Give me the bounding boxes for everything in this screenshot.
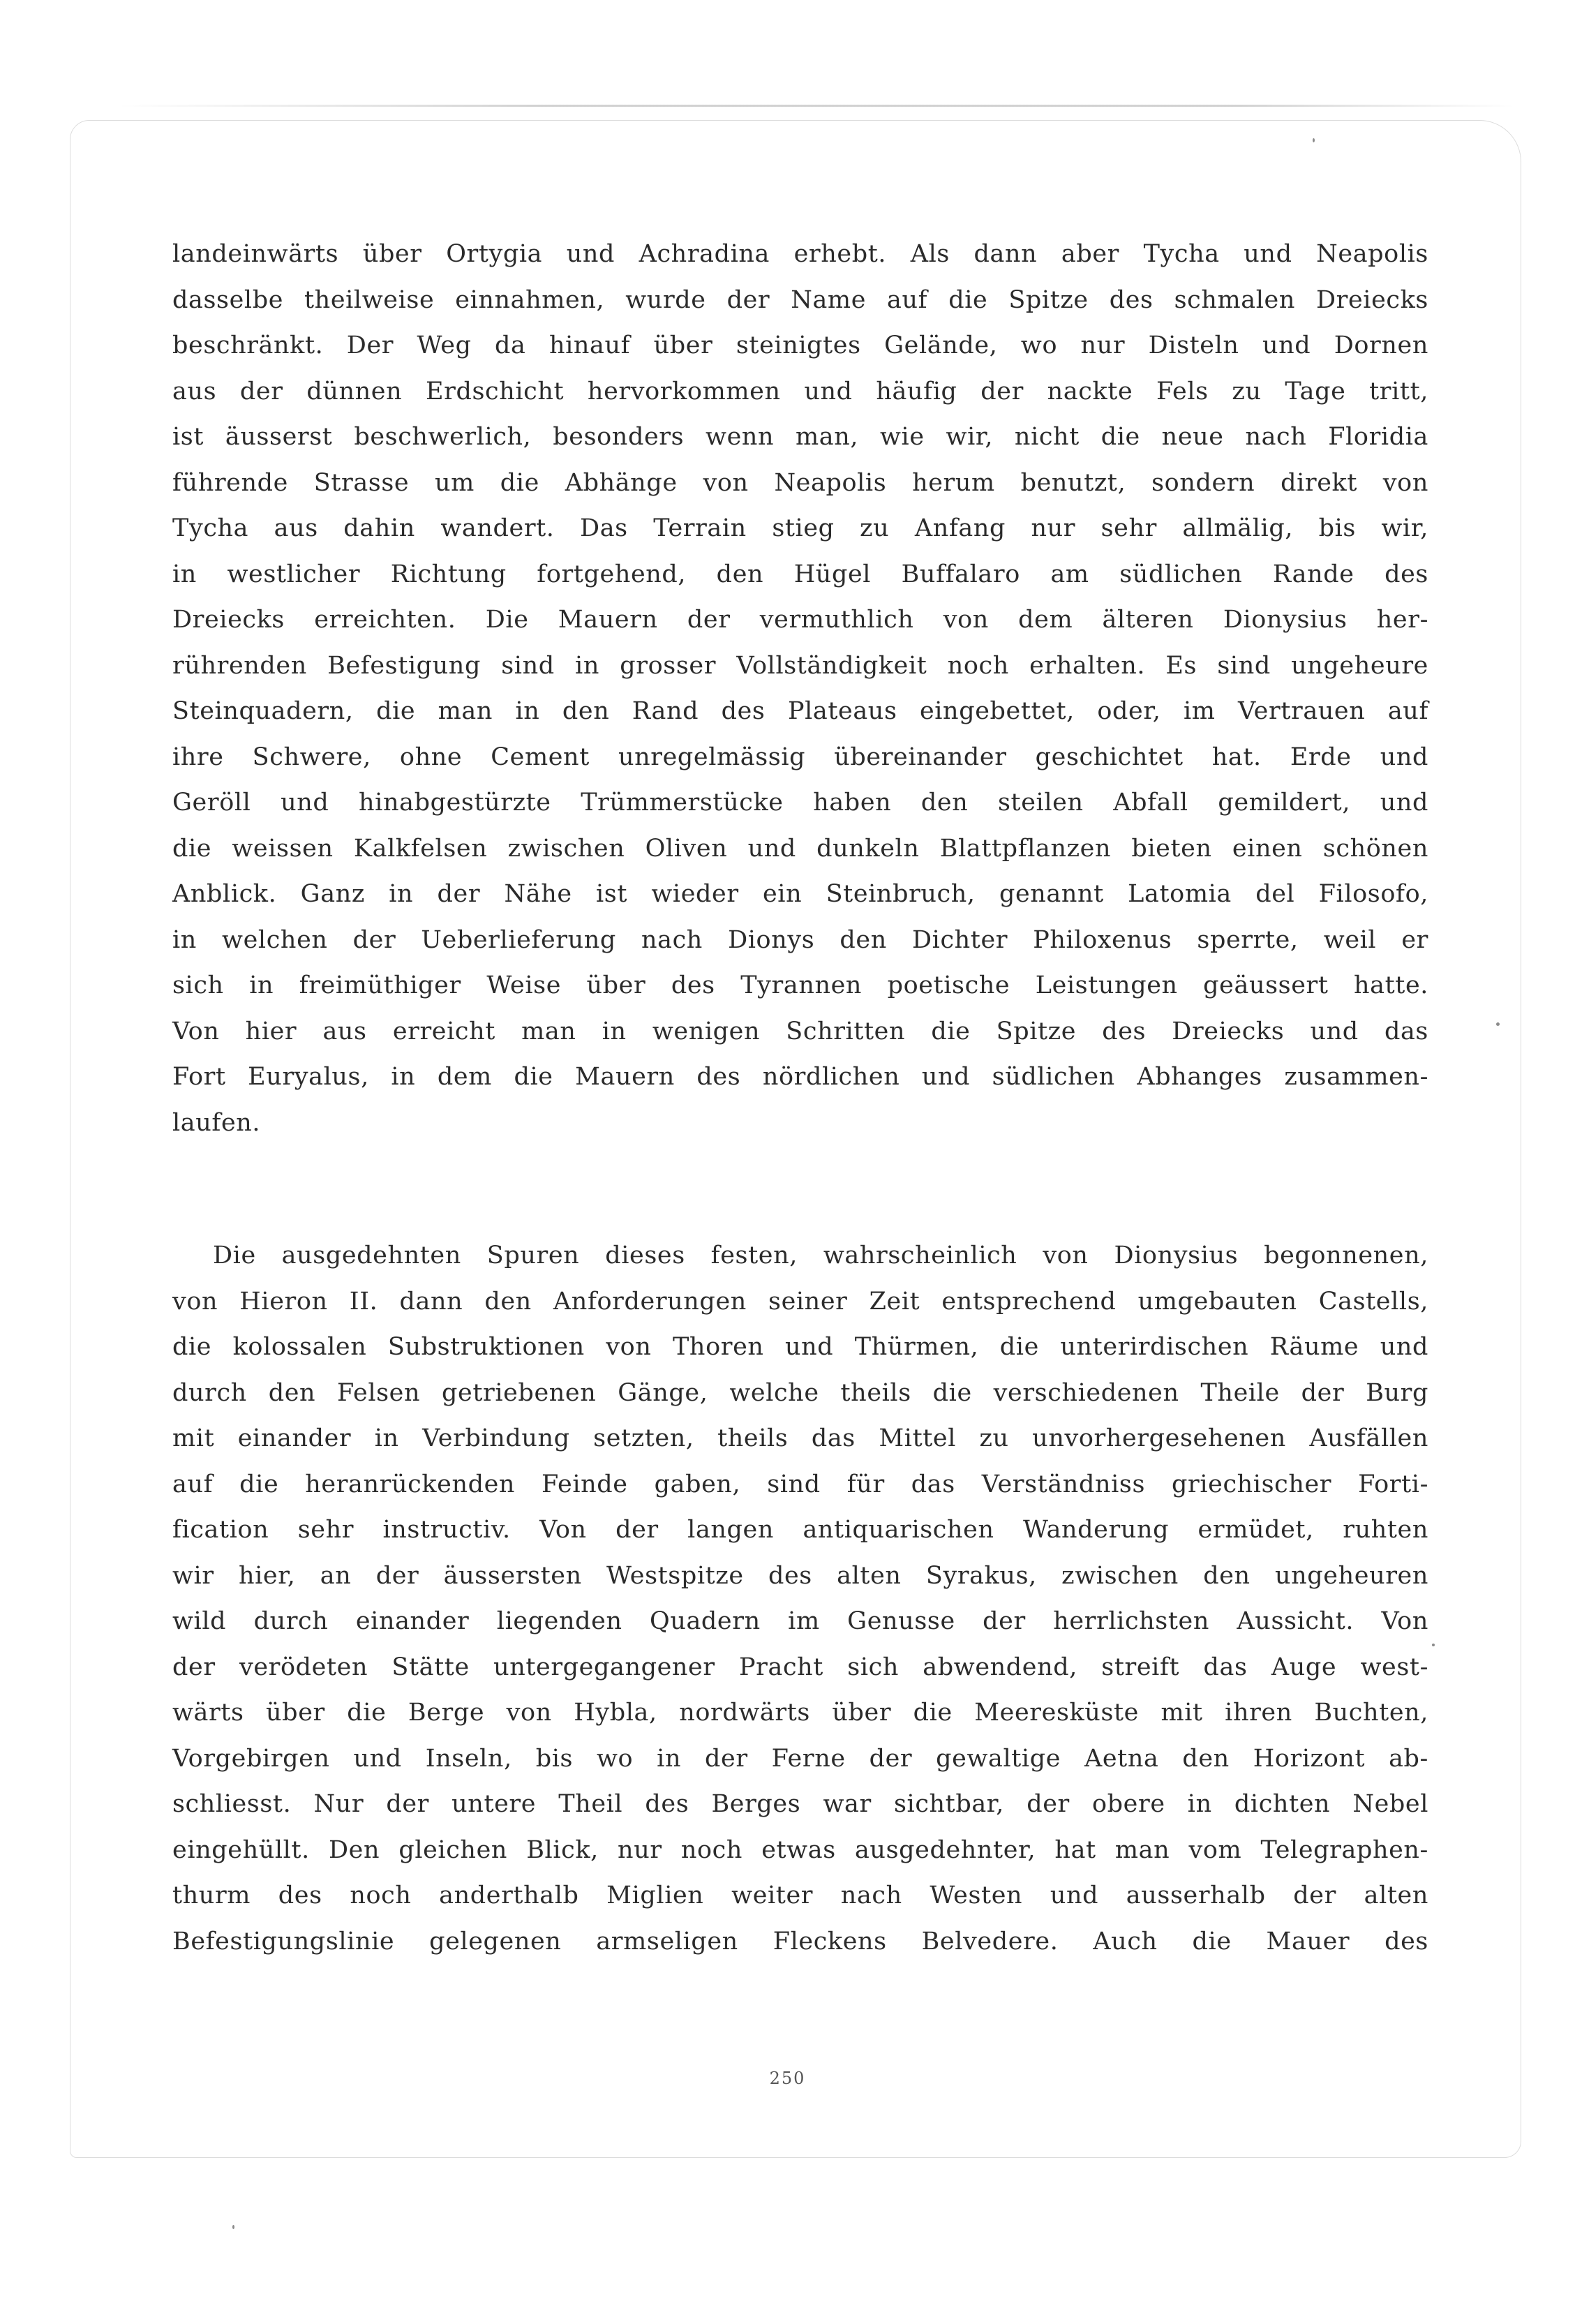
text-line: durch den Felsen getriebenen Gänge, welche theils die verschiedenen Theile der Burg — [172, 1378, 1428, 1407]
text-line: thurm des noch anderthalb Miglien weiter nach Westen und ausserhalb der alten — [172, 1882, 1428, 1909]
text-line: in westlicher Richtung fortgehend, den Hügel Buffalaro am südlichen Rande des — [172, 560, 1428, 588]
text-line: in welchen der Ueberlieferung nach Dionys den Dichter Philoxenus sperrte, weil er — [172, 925, 1428, 954]
text-line: von Hieron II. dann den Anforderungen seiner Zeit entsprechend umgebauten Castells, — [172, 1287, 1428, 1316]
text-line-last: laufen. — [172, 1108, 261, 1137]
text-line: Tycha aus dahin wandert. Das Terrain stieg zu Anfang nur sehr allmälig, bis wir, — [172, 514, 1428, 542]
page-top-edge-shade — [119, 105, 1514, 107]
text-line: wild durch einander liegenden Quadern im Genusse der herrlichsten Aussicht. Von — [172, 1607, 1428, 1635]
text-line: ihre Schwere, ohne Cement unregelmässig übereinander geschichtet hat. Erde und — [172, 743, 1428, 771]
text-line: Anblick. Ganz in der Nähe ist wieder ein Steinbruch, genannt Latomia del Filosofo, — [172, 880, 1428, 908]
text-line: schliesst. Nur der untere Theil des Berges war sichtbar, der obere in dichten Nebel — [172, 1790, 1428, 1818]
text-line: auf die heranrückenden Feinde gaben, sind für das Verständniss griechischer Forti- — [172, 1470, 1428, 1498]
text-line: rührenden Befestigung sind in grosser Vollständigkeit noch erhalten. Es sind ungeheure — [172, 651, 1428, 680]
text-line: die kolossalen Substruktionen von Thoren und Thürmen, die unterirdischen Räume und — [172, 1333, 1428, 1361]
text-line: fication sehr instructiv. Von der langen antiquarischen Wanderung ermüdet, ruhten — [172, 1516, 1428, 1544]
text-line: Steinquadern, die man in den Rand des Plateaus eingebettet, oder, im Vertrauen auf — [172, 697, 1428, 725]
text-line: Fort Euryalus, in dem die Mauern des nördlichen und südlichen Abhanges zusammen- — [172, 1063, 1428, 1091]
text-line: aus der dünnen Erdschicht hervorkommen und häufig der nackte Fels zu Tage tritt, — [172, 377, 1428, 405]
text-line: beschränkt. Der Weg da hinauf über steinigtes Gelände, wo nur Disteln und Dornen — [172, 332, 1428, 359]
paragraph-1 — [172, 232, 1428, 1146]
text-line: wärts über die Berge von Hybla, nordwärts über die Meeresküste mit ihren Buchten, — [172, 1699, 1428, 1727]
text-line: Geröll und hinabgestürzte Trümmerstücke haben den steilen Abfall gemildert, und — [172, 789, 1428, 817]
text-line: dasselbe theilweise einnahmen, wurde der Name auf die Spitze des schmalen Dreiecks — [172, 285, 1428, 314]
text-line: sich in freimüthiger Weise über des Tyrannen poetische Leistungen geäussert hatte. — [172, 971, 1428, 999]
paper-speck — [1496, 1022, 1500, 1026]
paper-speck — [1313, 138, 1315, 142]
text-line: eingehüllt. Den gleichen Blick, nur noch etwas ausgedehnter, hat man vom Telegraphen- — [172, 1835, 1428, 1864]
text-line: mit einander in Verbindung setzten, theils das Mittel zu unvorhergesehenen Ausfällen — [172, 1424, 1428, 1452]
text-line: ist äusserst beschwerlich, besonders wenn man, wie wir, nicht die neue nach Floridia — [172, 423, 1428, 451]
text-line: der verödeten Stätte untergegangener Pracht sich abwendend, streift das Auge west- — [172, 1653, 1428, 1681]
page-number: 250 — [769, 2069, 806, 2088]
text-line: Vorgebirgen und Inseln, bis wo in der Ferne der gewaltige Aetna den Horizont ab- — [172, 1744, 1428, 1773]
paper-speck — [232, 2225, 234, 2229]
text-line: die weissen Kalkfelsen zwischen Oliven und dunkeln Blattpflanzen bieten einen schönen — [172, 834, 1428, 863]
text-line: Von hier aus erreicht man in wenigen Schritten die Spitze des Dreiecks und das — [172, 1017, 1428, 1045]
text-line: Dreiecks erreichten. Die Mauern der vermuthlich von dem älteren Dionysius her- — [172, 606, 1428, 634]
text-line: wir hier, an der äussersten Westspitze des alten Syrakus, zwischen den ungeheuren — [172, 1561, 1428, 1590]
text-line-indented: Die ausgedehnten Spuren dieses festen, wahrscheinlich von Dionysius begonnenen, — [213, 1242, 1428, 1269]
paper-speck — [1432, 1644, 1435, 1646]
text-line: führende Strasse um die Abhänge von Neapolis herum benutzt, sondern direkt von — [172, 468, 1428, 497]
text-line: landeinwärts über Ortygia und Achradina erhebt. Als dann aber Tycha und Neapolis — [172, 240, 1428, 268]
paragraph-2 — [172, 1233, 1428, 1965]
text-line: Befestigungslinie gelegenen armseligen Fleckens Belvedere. Auch die Mauer des — [172, 1927, 1428, 1956]
